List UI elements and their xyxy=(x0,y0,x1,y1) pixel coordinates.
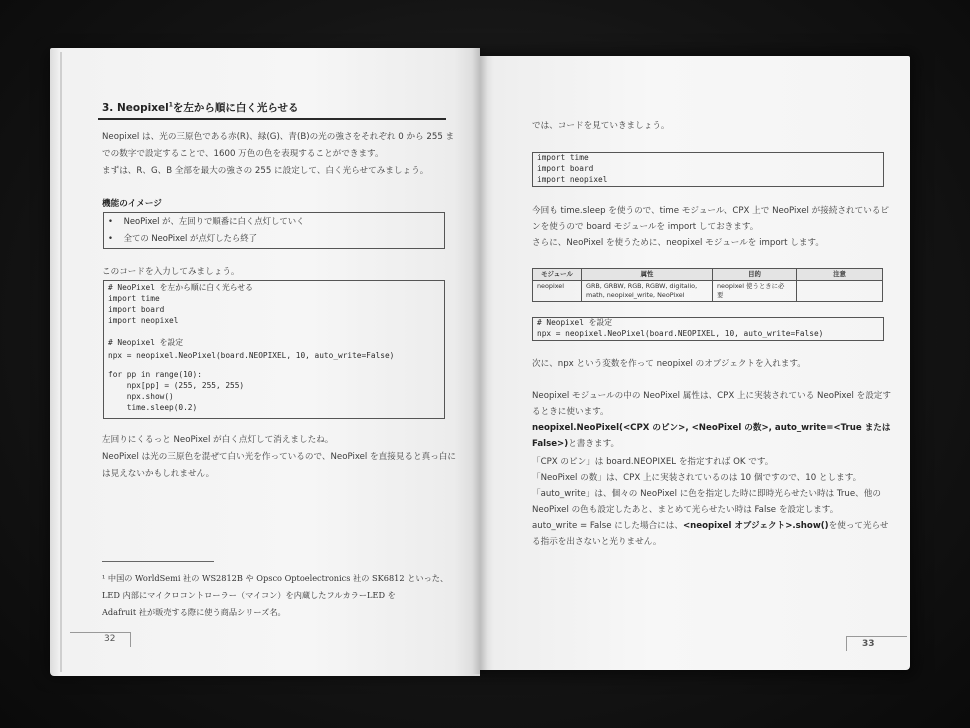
para4-line-1: 「CPX のピン」は board.NEOPIXEL を指定すれば OK です。 xyxy=(532,457,774,467)
table-cell-note xyxy=(797,281,883,302)
after-code-line-1: 左回りにくるっと NeoPixel が白く点灯して消えましたね。 xyxy=(102,435,334,445)
syntax-line-1: neopixel.NeoPixel(<CPX のピン>, <NeoPixel の数>, auto_write=<True または xyxy=(532,423,891,433)
table-cell-module: neopixel xyxy=(533,281,582,302)
right-intro: では、コードを見ていきましょう。 xyxy=(532,121,670,131)
para2: 次に、npx という変数を作って neopixel のオブジェクトを入れます。 xyxy=(532,359,806,369)
code-line-assign: npx[pp] = (255, 255, 255) xyxy=(108,381,245,390)
para1-line-3: さらに、NeoPixel を使うために、neopixel モジュールを import します。 xyxy=(532,238,824,248)
para3-line-2: るときに使います。 xyxy=(532,407,609,417)
footnote-line-1: ¹ 中国の WorldSemi 社の WS2812B や Opsco Optoelectronics 社の SK6812 といった、 xyxy=(102,573,449,583)
after-code-line-3: は見えないかもしれません。 xyxy=(102,469,215,479)
book-spine xyxy=(472,48,488,674)
table-header-note: 注意 xyxy=(797,269,883,281)
footnote-rule xyxy=(102,561,214,562)
para5-line-1: auto_write = False にした場合には、<neopixel オブジェクト>.show()を使って光らせ xyxy=(532,521,889,531)
para4-line-2: 「NeoPixel の数」は、CPX 上に実装されているのは 10 個ですので、10 とします。 xyxy=(532,473,862,483)
table-header-purpose: 目的 xyxy=(713,269,797,281)
code-line-import-neopixel: import neopixel xyxy=(108,316,179,325)
section-heading: 3. Neopixel$^1$を左から順に白く光らせる xyxy=(102,101,299,114)
table-cell-attr: GRB, GRBW, RGB, RGBW, digitalio, math, neopixel_write, NeoPixel xyxy=(582,281,713,302)
code-line-import-board: import board xyxy=(108,305,165,314)
heading-rule xyxy=(98,118,446,120)
code-intro: このコードを入力してみましょう。 xyxy=(102,267,240,277)
footnote-line-3: Adafruit 社が販売する際に使う商品シリーズ名。 xyxy=(102,607,286,617)
syntax-line-2: False>)と書きます。 xyxy=(532,439,620,449)
para3-line-1: Neopixel モジュールの中の NeoPixel 属性は、CPX 上に実装されている NeoPixel を設定す xyxy=(532,391,891,401)
module-table xyxy=(532,268,883,302)
para1-line-2: ンを使うので board モジュールを import しておきます。 xyxy=(532,222,759,232)
table-header-row xyxy=(533,269,883,281)
code-line-import-time: import time xyxy=(108,294,160,303)
code-line-comment-2: # Neopixel を設定 xyxy=(108,338,184,347)
code-line-for: for pp in range(10): xyxy=(108,370,202,379)
footnote-line-2: LED 内部にマイクロコントローラー（マイコン）を内蔵したフルカラーLED を xyxy=(102,590,396,600)
code-line-comment-1: # NeoPixel を左から順に白く光らせる xyxy=(108,283,253,292)
table-header-attr: 属性 xyxy=(582,269,713,281)
intro-line-3: まずは、R、G、B 全部を最大の強さの 255 に設定して、白く光らせてみましょう。 xyxy=(102,166,429,176)
code-setup-npx: npx = neopixel.NeoPixel(board.NEOPIXEL, 10, auto_write=False) xyxy=(537,329,824,338)
intro-line-1: Neopixel は、光の三原色である赤(R)、緑(G)、青(B)の光の強さをそれぞれ 0 から 255 ま xyxy=(102,132,455,142)
code-line-sleep: time.sleep(0.2) xyxy=(108,403,198,412)
intro-line-2: での数字で設定することで、1600 万色の色を表現することができます。 xyxy=(102,149,384,159)
code-line-npx: npx = neopixel.NeoPixel(board.NEOPIXEL, 10, auto_write=False) xyxy=(108,351,395,360)
page-number-frame-right xyxy=(846,636,907,651)
page-number-right: 33 xyxy=(862,639,875,649)
after-code-line-2: NeoPixel は光の三原色を混ぜて白い光を作っているので、NeoPixel を直接見ると真っ白に xyxy=(102,452,456,462)
para4-line-4: NeoPixel の色も設定したあと、まとめて光らせたい時は False を設定します。 xyxy=(532,505,839,515)
code-import-neopixel: import neopixel xyxy=(537,175,608,184)
code-setup-comment: # Neopixel を設定 xyxy=(537,318,613,327)
feature-bullet-1: • NeoPixel が、左回りで順番に白く点灯していく xyxy=(108,216,305,226)
table-cell-purpose: neopixel 使うときに必 要 xyxy=(713,281,797,302)
code-line-show: npx.show() xyxy=(108,392,174,401)
para4-line-3: 「auto_write」は、個々の NeoPixel に色を指定した時に即時光らせたい時は True、他の xyxy=(532,489,881,499)
feature-title: 機能のイメージ xyxy=(102,199,162,209)
table-header-module: モジュール xyxy=(533,269,582,281)
para5-line-2: る指示を出さないと光りません。 xyxy=(532,537,662,547)
feature-bullet-2: • 全ての NeoPixel が点灯したら終了 xyxy=(108,233,257,243)
para1-line-1: 今回も time.sleep を使うので、time モジュール、CPX 上で NeoPixel が接続されているピ xyxy=(532,206,890,216)
code-import-board: import board xyxy=(537,164,594,173)
page-number-left: 32 xyxy=(104,634,116,644)
table-row xyxy=(533,281,883,302)
code-import-time: import time xyxy=(537,153,589,162)
page-number-frame-left xyxy=(70,632,131,647)
